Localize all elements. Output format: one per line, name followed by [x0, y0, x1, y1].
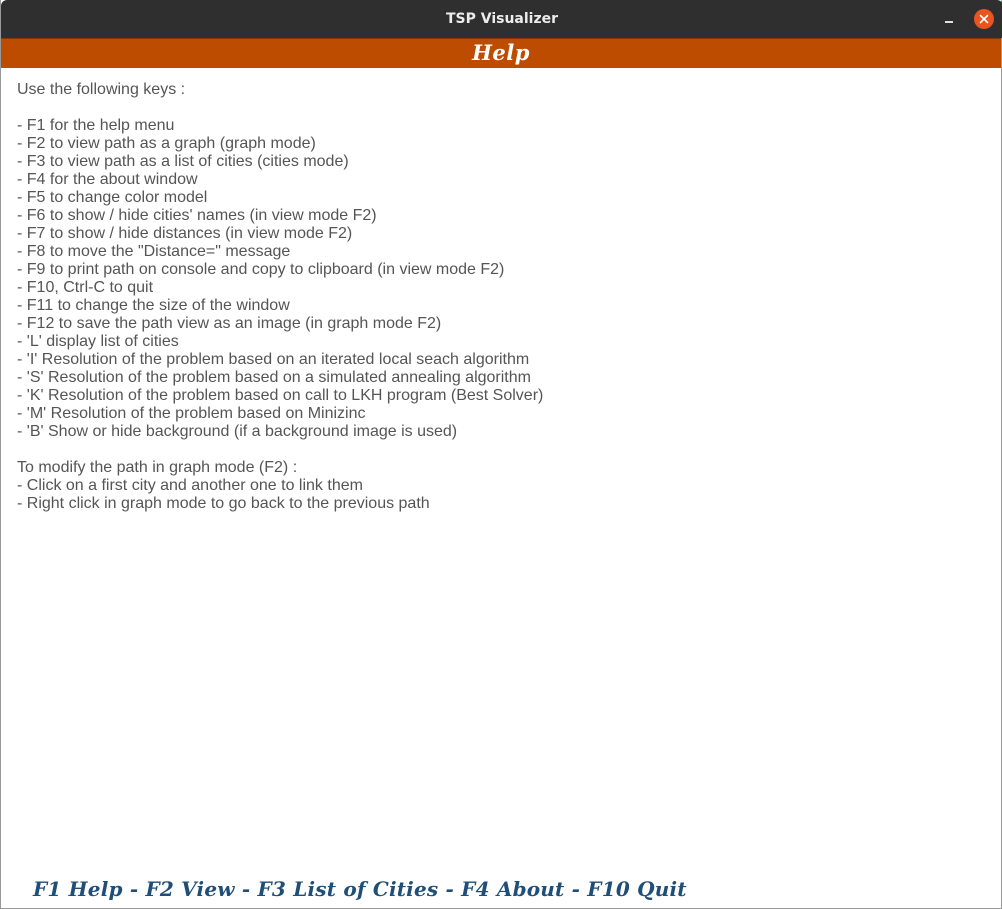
key-item: - F5 to change color model: [17, 189, 208, 206]
key-item: - 'B' Show or hide background (if a background image is used): [17, 423, 458, 440]
window-title: TSP Visualizer: [445, 11, 559, 27]
minimize-icon: [945, 21, 953, 23]
modify-item: - Click on a first city and another one to link them: [17, 477, 363, 494]
key-item: - F6 to show / hide cities' names (in view mode F2): [17, 207, 377, 224]
modify-title: To modify the path in graph mode (F2) :: [17, 459, 298, 476]
key-item: - 'L' display list of cities: [17, 333, 179, 350]
key-item: - F8 to move the "Distance=" message: [17, 243, 291, 260]
key-item: - F2 to view path as a graph (graph mode): [17, 135, 316, 152]
key-item: - 'M' Resolution of the problem based on Minizinc: [17, 405, 366, 422]
key-item: - F11 to change the size of the window: [17, 297, 290, 314]
key-item: - F12 to save the path view as an image (in graph mode F2): [17, 315, 442, 332]
close-button[interactable]: [974, 9, 994, 29]
key-item: - F10, Ctrl-C to quit: [17, 279, 154, 296]
key-item: - 'S' Resolution of the problem based on a simulated annealing algorithm: [17, 369, 531, 386]
title-bar[interactable]: [1, 0, 1002, 38]
close-icon: [979, 14, 989, 24]
spacer: [17, 99, 977, 117]
page-title: Help: [472, 40, 530, 65]
help-header: [1, 38, 1001, 68]
spacer: [17, 441, 977, 459]
key-item: - 'K' Resolution of the problem based on call to LKH program (Best Solver): [17, 387, 544, 404]
key-item: - F9 to print path on console and copy to clipboard (in view mode F2): [17, 261, 505, 278]
key-item: - 'I' Resolution of the problem based on an iterated local seach algorithm: [17, 351, 530, 368]
minimize-button[interactable]: [939, 8, 961, 30]
key-item: - F4 for the about window: [17, 171, 198, 188]
help-intro: Use the following keys :: [17, 81, 186, 98]
key-item: - F3 to view path as a list of cities (cities mode): [17, 153, 349, 170]
key-item: - F1 for the help menu: [17, 117, 175, 134]
shortcut-footer: F1 Help - F2 View - F3 List of Cities - F4 About - F10 Quit: [33, 877, 687, 901]
modify-item: - Right click in graph mode to go back to the previous path: [17, 495, 430, 512]
help-content: [17, 81, 977, 513]
key-item: - F7 to show / hide distances (in view mode F2): [17, 225, 353, 242]
